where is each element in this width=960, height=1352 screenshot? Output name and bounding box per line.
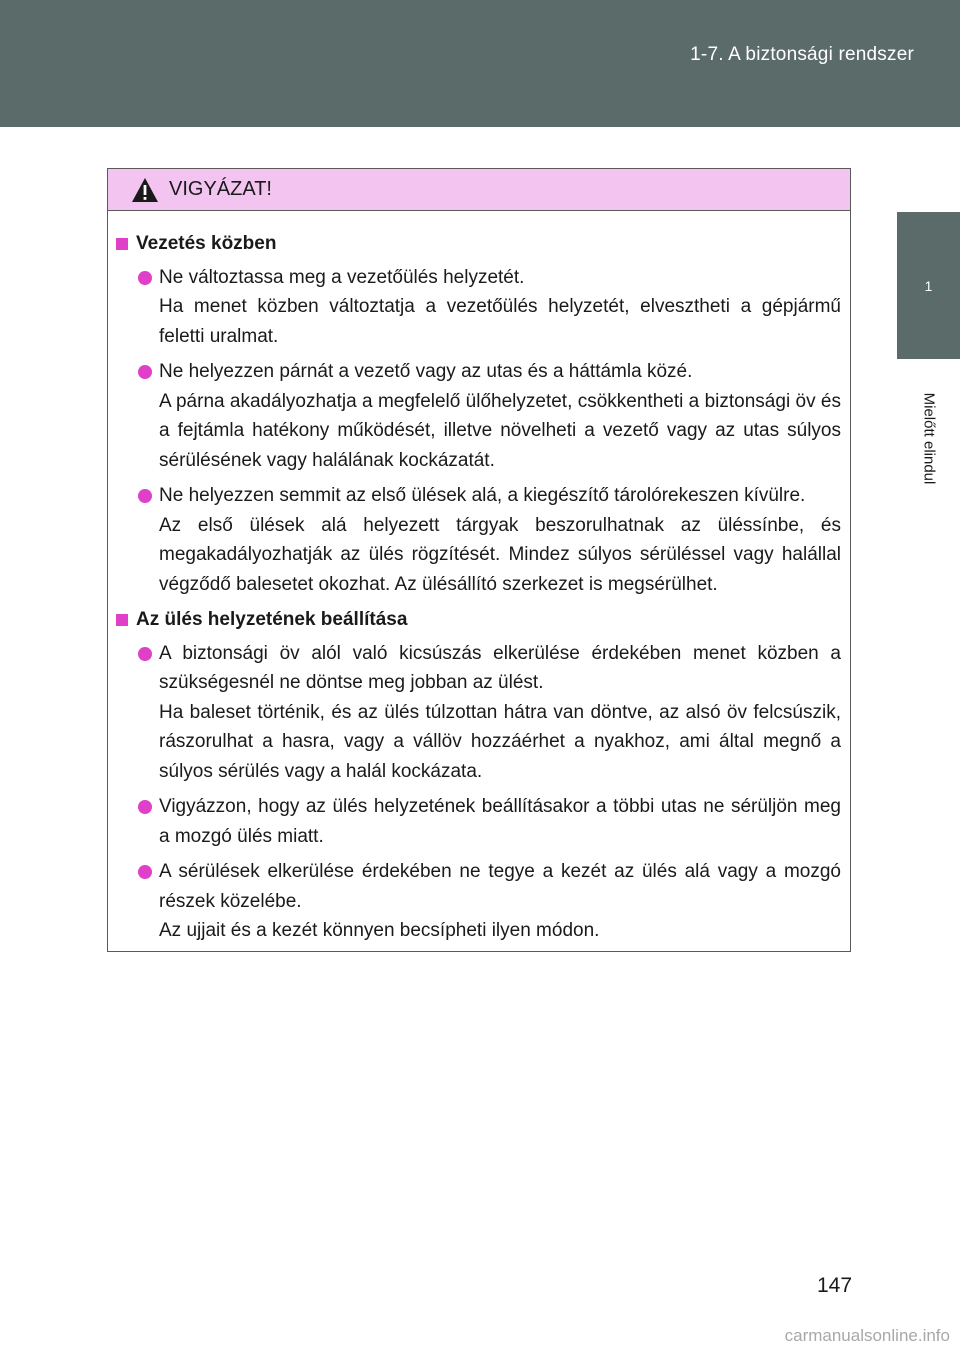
list-item xyxy=(138,481,841,599)
section-seat-adjustment xyxy=(116,605,841,946)
dot-bullet-icon xyxy=(138,489,152,503)
item-line: A biztonsági öv alól való kicsúszás elkerülése érdekében menet közben a szükségesnél ne döntse meg jobban az ülést. xyxy=(159,642,841,693)
section-heading xyxy=(116,605,841,635)
item-line: Ne változtassa meg a vezetőülés helyzetét. xyxy=(159,266,525,288)
caution-title: VIGYÁZAT! xyxy=(169,178,272,200)
item-line: Vigyázzon, hogy az ülés helyzetének beállításakor a többi utas ne sérüljön meg a mozgó ülés miatt. xyxy=(159,796,841,847)
top-header-bar xyxy=(0,0,960,127)
item-line: Az ujjait és a kezét könnyen becsípheti ilyen módon. xyxy=(159,920,600,941)
list-item xyxy=(138,792,841,851)
list-item xyxy=(138,639,841,787)
list-item xyxy=(138,263,841,352)
chapter-tab xyxy=(897,212,960,359)
item-line: A sérülések elkerülése érdekében ne tegye a kezét az ülés alá vagy a mozgó részek közelébe. xyxy=(159,861,841,912)
item-line: Ha baleset történik, és az ülés túlzottan hátra van döntve, az alsó öv felcsúszik, rászorulhat a hasra, vagy a vállöv hozzáérhet a nyakhoz, ami által megnő a súlyos sérülés vagy a halál kockázata. xyxy=(159,701,841,782)
list-item xyxy=(138,357,841,475)
item-line: A párna akadályozhatja a megfelelő ülőhelyzetet, csökkentheti a biztonsági öv és a fejtámla hatékony működését, illetve növelheti a vezető vagy az utas súlyos sérülésének vagy halálának kockázatát. xyxy=(159,390,841,471)
section-heading-text: Vezetés közben xyxy=(136,233,277,254)
square-bullet-icon xyxy=(116,614,128,626)
item-line: Ha menet közben változtatja a vezetőülés helyzetét, elvesztheti a gépjármű feletti uralmat. xyxy=(159,296,841,347)
section-title: 1-7. A biztonsági rendszer xyxy=(690,44,914,65)
caution-box xyxy=(107,168,851,952)
page-number: 147 xyxy=(817,1274,853,1297)
dot-bullet-icon xyxy=(138,865,152,879)
dot-bullet-icon xyxy=(138,365,152,379)
caution-body xyxy=(108,211,850,946)
chapter-number: 1 xyxy=(924,277,933,294)
list-item xyxy=(138,857,841,946)
item-line: Az első ülések alá helyezett tárgyak beszorulhatnak az üléssínbe, és megakadályozhatják az ülés rögzítését. Mindez súlyos sérüléssel vagy halállal végződő balesetet okozhat. Az ülésállító szerkezet is megsérülhet. xyxy=(159,514,841,595)
chapter-label-container xyxy=(897,368,960,508)
dot-bullet-icon xyxy=(138,647,152,661)
warning-triangle-icon xyxy=(131,177,159,203)
item-line: Ne helyezzen semmit az első ülések alá, a kiegészítő tárolórekeszen kívülre. xyxy=(159,485,806,506)
dot-bullet-icon xyxy=(138,800,152,814)
chapter-label: Mielőtt elindul xyxy=(920,392,937,484)
section-heading xyxy=(116,229,841,259)
item-line: Ne helyezzen párnát a vezető vagy az utas és a háttámla közé. xyxy=(159,361,693,382)
caution-header xyxy=(108,169,850,211)
watermark-text: carmanualsonline.info xyxy=(784,1326,950,1345)
square-bullet-icon xyxy=(116,238,128,250)
dot-bullet-icon xyxy=(138,271,152,285)
section-driving xyxy=(116,229,841,599)
section-heading-text: Az ülés helyzetének beállítása xyxy=(136,609,408,630)
